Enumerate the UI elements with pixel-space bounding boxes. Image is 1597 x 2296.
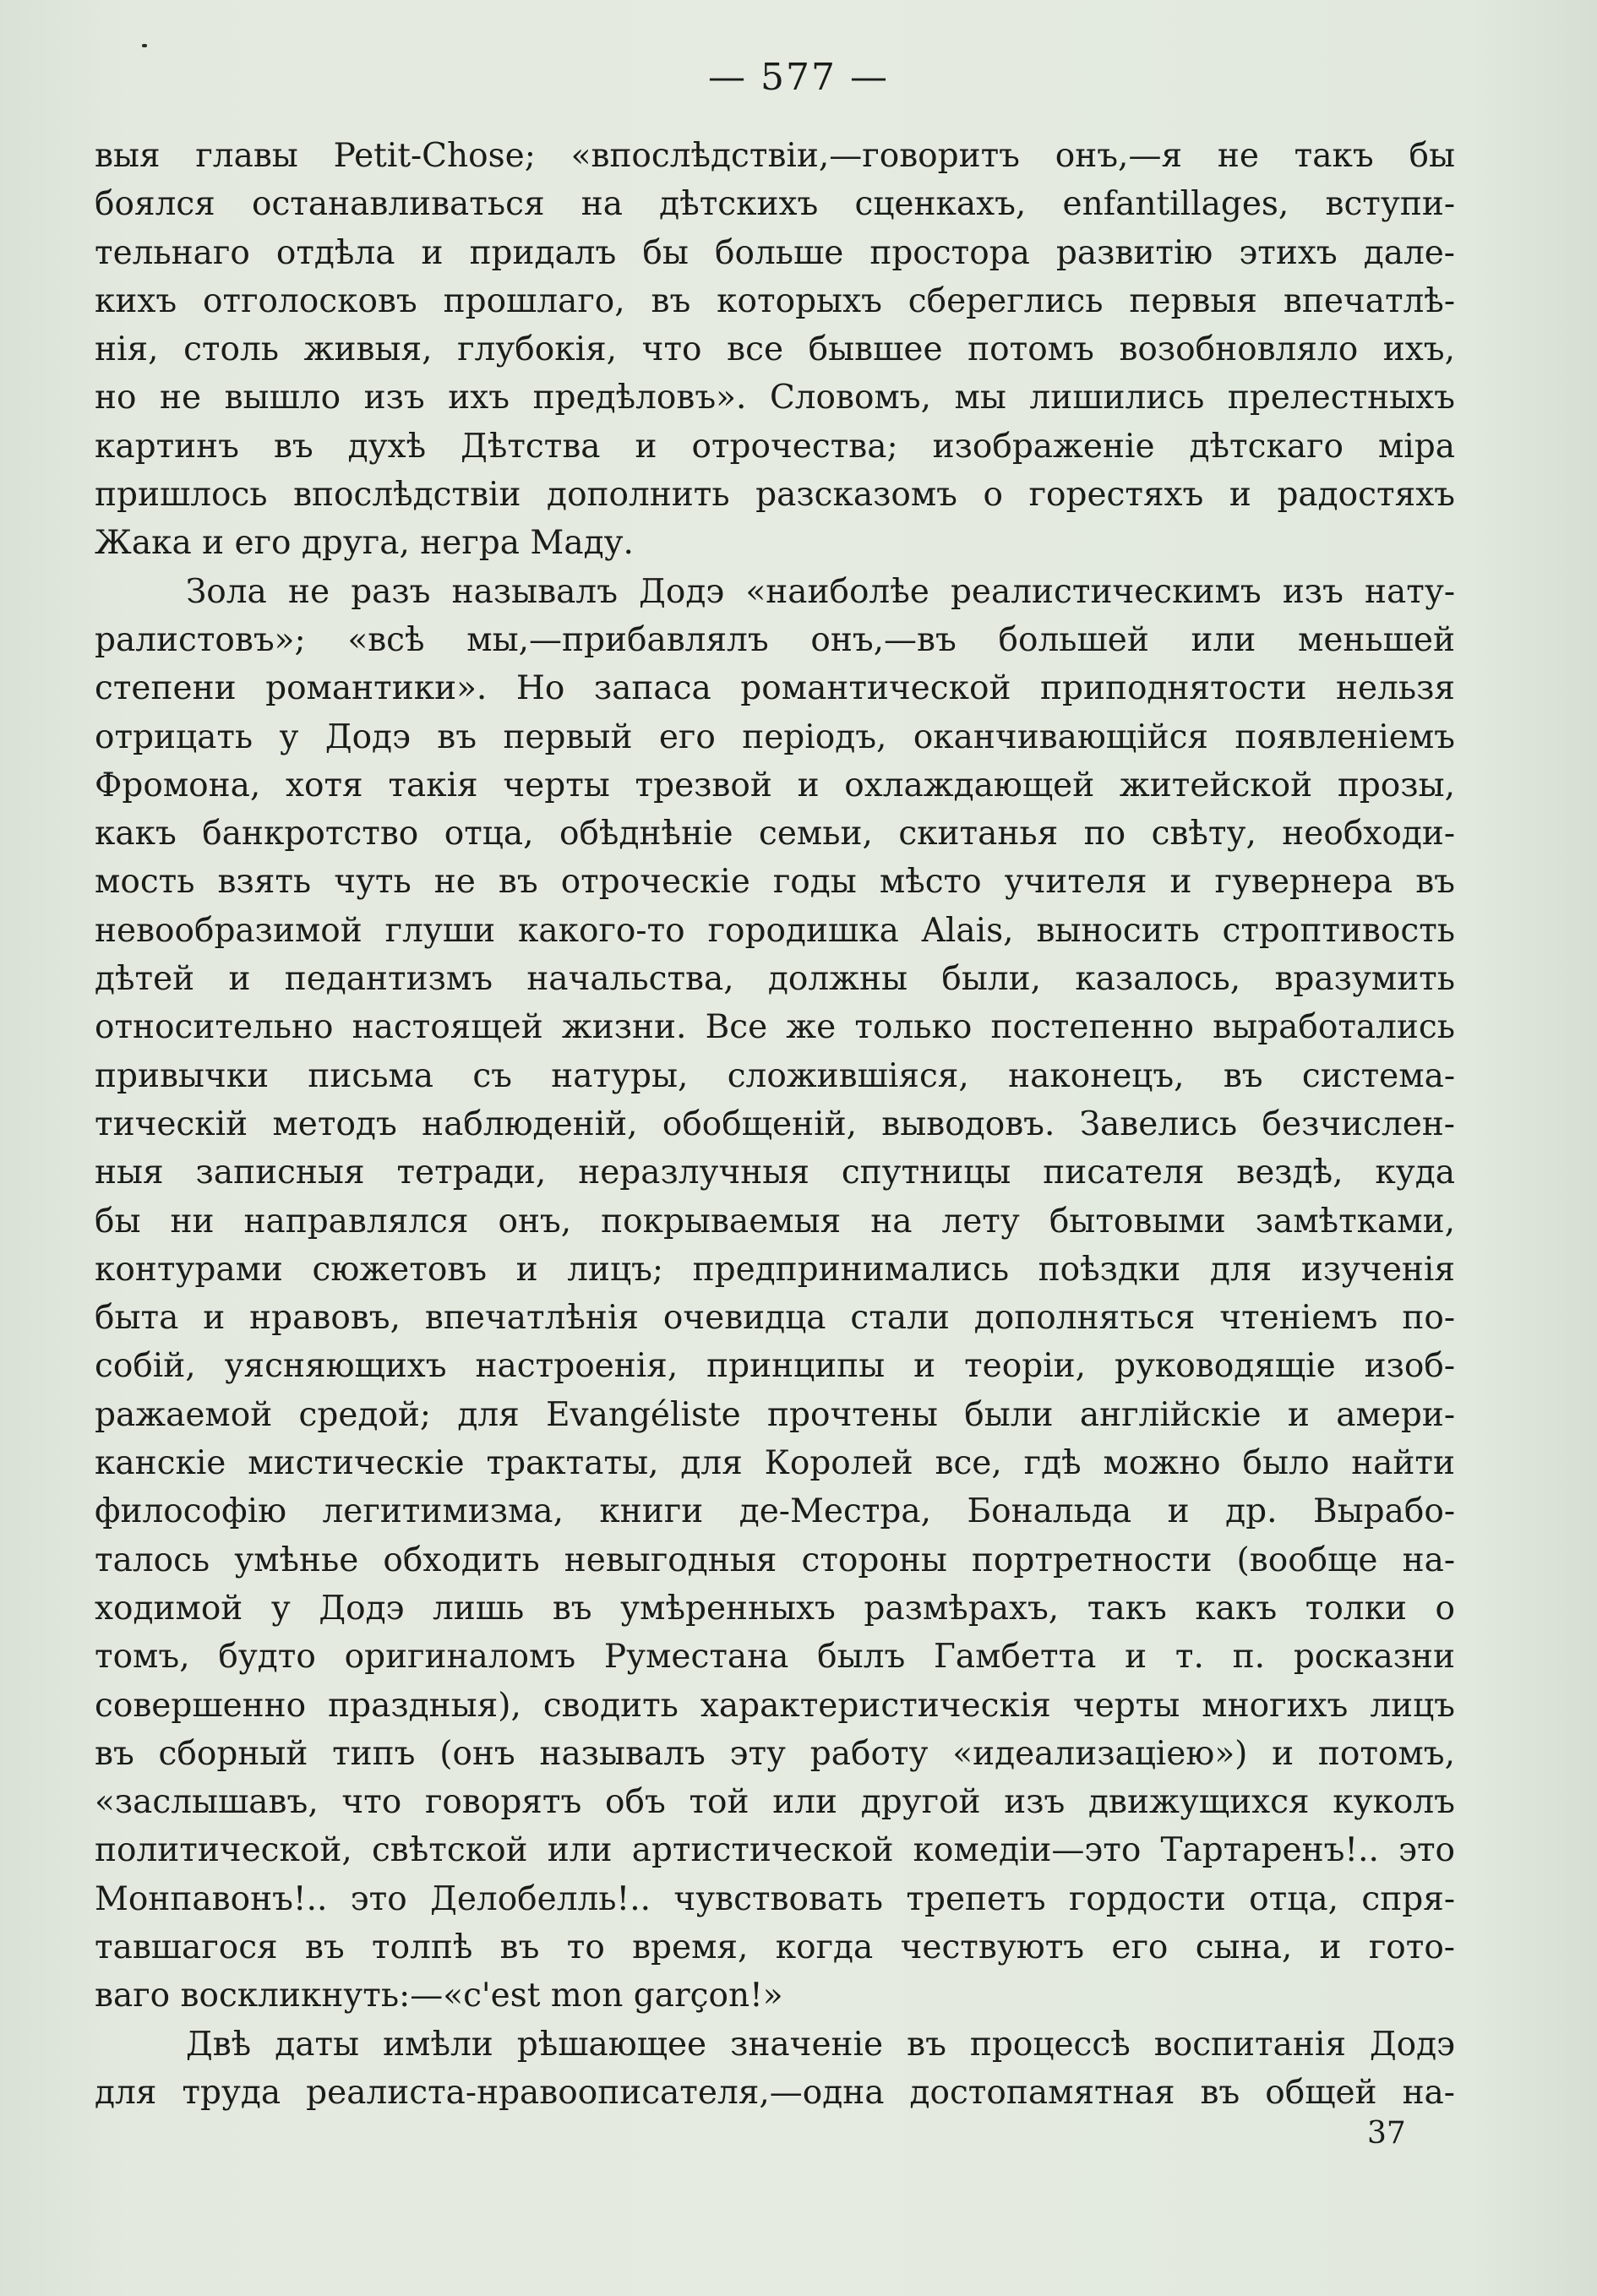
text-line: въ сборный типъ (онъ называлъ эту работу «идеализаціею») и потомъ, bbox=[95, 1734, 1455, 1773]
text-line: ралистовъ»; «всѣ мы,—прибавлялъ онъ,—въ большей или меньшей bbox=[95, 620, 1455, 659]
text-line: ражаемой средой; для Evangéliste прочтены были англійскіе и амери- bbox=[95, 1395, 1455, 1434]
text-line: канскіе мистическіе трактаты, для Королей все, гдѣ можно было найти bbox=[95, 1444, 1455, 1483]
text-line: степени романтики». Но запаса романтической приподнятости нельзя bbox=[95, 669, 1455, 708]
paragraph-start-line: Двѣ даты имѣли рѣшающее значеніе въ процессѣ воспитанія Додэ bbox=[186, 2025, 1455, 2064]
text-line: бы ни направлялся онъ, покрываемыя на лету бытовыми замѣтками, bbox=[95, 1202, 1455, 1241]
text-line: контурами сюжетовъ и лицъ; предпринимались поѣздки для изученія bbox=[95, 1250, 1455, 1289]
text-line: дѣтей и педантизмъ начальства, должны были, казалось, вразумить bbox=[95, 960, 1455, 999]
text-line: собій, уясняющихъ настроенія, принципы и теоріи, руководящіе изоб- bbox=[95, 1347, 1455, 1386]
text-line: тавшагося въ толпѣ въ то время, когда чествуютъ его сына, и гото- bbox=[95, 1928, 1455, 1966]
text-line: боялся останавливаться на дѣтскихъ сценкахъ, enfantillages, вступи- bbox=[95, 185, 1455, 224]
text-line: привычки письма съ натуры, сложившіяся, наконецъ, въ система- bbox=[95, 1056, 1455, 1095]
text-line: совершенно праздныя), сводить характеристическія черты многихъ лицъ bbox=[95, 1686, 1455, 1725]
text-line: философію легитимизма, книги де-Местра, Бональда и др. Вырабо- bbox=[95, 1492, 1455, 1531]
text-line: Жака и его друга, негра Маду. bbox=[95, 524, 634, 563]
text-line: быта и нравовъ, впечатлѣнія очевидца стали дополняться чтеніемъ по- bbox=[95, 1299, 1455, 1338]
text-line: для труда реалиста-нравоописателя,—одна достопамятная въ общей на- bbox=[95, 2073, 1455, 2112]
text-line: ходимой у Додэ лишь въ умѣренныхъ размѣрахъ, такъ какъ толки о bbox=[95, 1589, 1455, 1628]
body-text bbox=[95, 132, 1455, 2117]
paragraph-start-line: Зола не разъ называлъ Додэ «наиболѣе реалистическимъ изъ нату- bbox=[186, 572, 1455, 611]
text-line: тельнаго отдѣла и придалъ бы больше простора развитію этихъ дале- bbox=[95, 233, 1455, 272]
text-line: невообразимой глуши какого-то городишка Alais, выносить строптивость bbox=[95, 911, 1455, 950]
text-line: ваго воскликнуть:—«c'est mon garçon!» bbox=[95, 1977, 783, 2015]
text-line: нія, столь живыя, глубокія, что все бывшее потомъ возобновляло ихъ, bbox=[95, 330, 1455, 369]
ink-speck bbox=[142, 44, 147, 47]
text-line: Фромона, хотя такія черты трезвой и охлаждающей житейской прозы, bbox=[95, 766, 1455, 804]
text-line: талось умѣнье обходить невыгодныя стороны портретности (вообще на- bbox=[95, 1541, 1455, 1579]
page-header-number: — 577 — bbox=[708, 56, 889, 99]
text-line: томъ, будто оригиналомъ Руместана былъ Гамбетта и т. п. росказни bbox=[95, 1638, 1455, 1677]
text-line: картинъ въ духѣ Дѣтства и отрочества; изображеніе дѣтскаго міра bbox=[95, 427, 1455, 466]
text-line: тическій методъ наблюденій, обобщеній, выводовъ. Завелись безчислен- bbox=[95, 1104, 1455, 1143]
text-line: Монпавонъ!.. это Делобелль!.. чувствовать трепетъ гордости отца, спря- bbox=[95, 1879, 1455, 1918]
text-line: относительно настоящей жизни. Все же только постепенно выработались bbox=[95, 1008, 1455, 1047]
text-line: кихъ отголосковъ прошлаго, въ которыхъ сбереглись первыя впечатлѣ- bbox=[95, 281, 1455, 320]
text-line: выя главы Petit-Chose; «впослѣдствіи,—говоритъ онъ,—я не такъ бы bbox=[95, 137, 1455, 175]
text-line: мость взять чуть не въ отроческіе годы мѣсто учителя и гувернера въ bbox=[95, 863, 1455, 902]
signature-mark: 37 bbox=[1367, 2116, 1406, 2151]
text-line: отрицать у Додэ въ первый его періодъ, оканчивающійся появленіемъ bbox=[95, 717, 1455, 756]
text-line: ныя записныя тетради, неразлучныя спутницы писателя вездѣ, куда bbox=[95, 1153, 1455, 1192]
text-line: какъ банкротство отца, обѣднѣніе семьи, скитанья по свѣту, необходи- bbox=[95, 815, 1455, 854]
text-line: пришлось впослѣдствіи дополнить разсказомъ о горестяхъ и радостяхъ bbox=[95, 476, 1455, 515]
text-line: но не вышло изъ ихъ предѣловъ». Словомъ, мы лишились прелестныхъ bbox=[95, 379, 1455, 417]
text-line: политической, свѣтской или артистической комедіи—это Тартаренъ!.. это bbox=[95, 1831, 1455, 1870]
text-line: «заслышавъ, что говорятъ объ той или другой изъ движущихся куколъ bbox=[95, 1783, 1455, 1822]
